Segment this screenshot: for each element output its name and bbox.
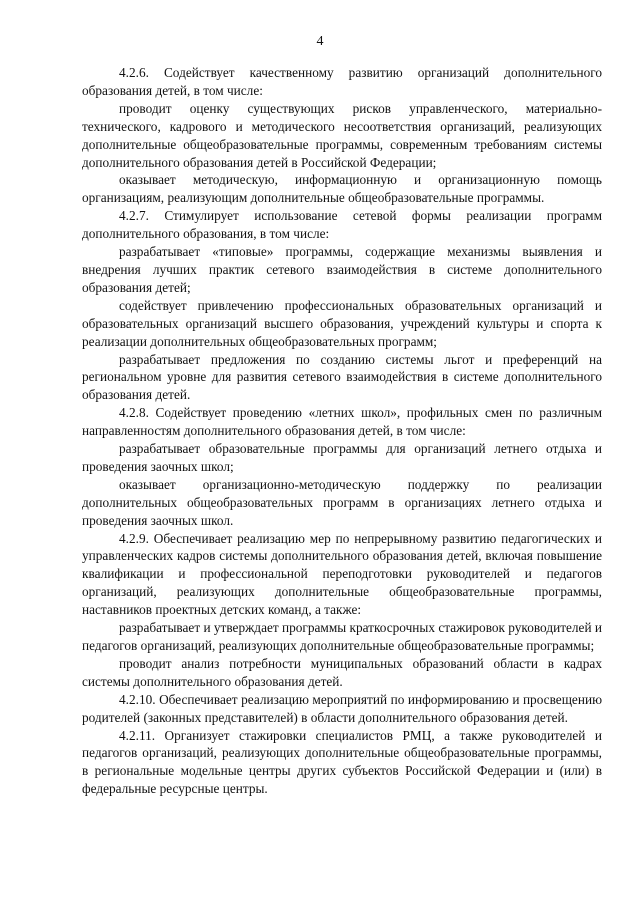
paragraph: разрабатывает предложения по созданию системы льгот и преференций на региональном уровне для развития сетевого взаимодействия в системе дополнительного образования детей. [82,351,602,403]
paragraph: содействует привлечению профессиональных образовательных организаций и образовательных организаций высшего образования, учреждений культуры и спорта к реализации дополнительных общеобразовательных программ; [82,297,602,349]
paragraph: разрабатывает образовательные программы для организаций летнего отдыха и проведения заочных школ; [82,441,602,474]
paragraph: оказывает организационно-методическую поддержку по реализации дополнительных общеобразовательных программ в организациях летнего отдыха и проведения заочных школ. [82,476,602,528]
page-number: 4 [316,34,324,49]
paragraph: проводит анализ потребности муниципальных образований области в кадрах системы дополнительного образования детей. [82,655,602,689]
paragraph: проводит оценку существующих рисков управленческого, материально-технического, кадрового и методического несоответствия организаций, реализующих дополнительные общеобразовательные программы, современным требованиям системы дополнительного образования детей в Российской Федерации; [82,100,602,170]
paragraph: разрабатывает и утверждает программы краткосрочных стажировок руководителей и педагогов организаций, реализующих дополнительные общеобразовательные программы; [82,620,603,653]
paragraph: разрабатывает «типовые» программы, содержащие механизмы выявления и внедрения лучших практик сетевого взаимодействия в системе дополнительного образования детей; [82,244,602,295]
paragraph-4-2-11: 4.2.11. Организует стажировки специалистов РМЦ, а также руководителей и педагогов организаций, реализующих дополнительные общеобразовательные программы, в региональные модельные центры других субъектов Российской Федерации и (или) в федеральные ресурсные центры. [82,727,602,797]
paragraph-4-2-10: 4.2.10. Обеспечивает реализацию мероприятий по информированию и просвещению родителей (законных представителей) в области дополнительного образования детей. [82,691,602,725]
paragraph-4-2-7: 4.2.7. Стимулирует использование сетевой формы реализации программ дополнительного образования, в том числе: [82,208,602,242]
document-body [82,64,602,798]
paragraph-4-2-8: 4.2.8. Содействует проведению «летних школ», профильных смен по различным направленностям дополнительного образования детей, в том числе: [82,405,602,439]
paragraph: оказывает методическую, информационную и организационную помощь организациям, реализующим дополнительные общеобразовательные программы. [82,172,602,206]
paragraph-4-2-6: 4.2.6. Содействует качественному развитию организаций дополнительного образования детей, в том числе: [82,65,602,98]
paragraph-4-2-9: 4.2.9. Обеспечивает реализацию мер по непрерывному развитию педагогических и управленческих кадров системы дополнительного образования детей, включая повышение квалификации и профессиональной переподготовки руководителей и педагогов организаций, реализующих дополнительные общеобразовательные программы, наставников проектных детских команд, а также: [82,530,602,618]
